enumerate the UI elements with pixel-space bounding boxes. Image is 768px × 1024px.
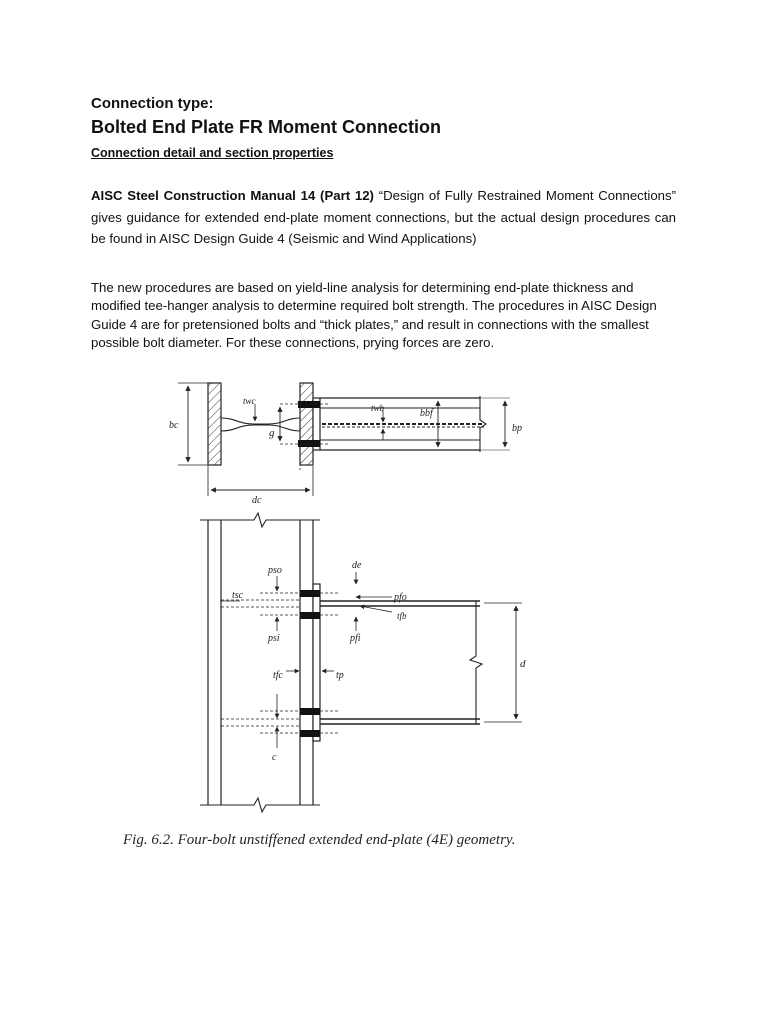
bolt-bottom-inner <box>300 708 320 715</box>
label-bbf: bbf <box>420 408 433 419</box>
label-pfi: pfi <box>350 633 361 644</box>
label-tp: tp <box>336 670 344 681</box>
label-d: d <box>520 658 526 670</box>
label-tfb: tfb <box>397 611 407 621</box>
section-subtitle: Connection detail and section properties <box>91 146 334 160</box>
bolt-top-outer <box>300 590 320 597</box>
label-pfo: pfo <box>394 592 407 603</box>
figure-caption: Fig. 6.2. Four-bolt unstiffened extended end-plate (4E) geometry. <box>123 832 516 848</box>
page-title: Bolted End Plate FR Moment Connection <box>91 117 441 137</box>
paragraph-body: “Design of Fully Restrained Moment Connections” gives guidance for extended end-plate moment connections, but the actual design procedures can be found in AISC Design Guide 4 (Seismic and Wind Applications) <box>91 188 676 246</box>
label-bp: bp <box>512 423 522 434</box>
bolt-top-inner <box>300 612 320 619</box>
bolt-upper <box>298 401 320 408</box>
label-twc: twc <box>243 396 256 406</box>
connection-type-label: Connection type: <box>91 95 214 112</box>
plan-view <box>169 383 522 506</box>
column-flange-right <box>300 383 313 465</box>
label-bc: bc <box>169 420 179 431</box>
label-dc: dc <box>252 495 262 506</box>
paragraph-procedures: The new procedures are based on yield-line analysis for determining end-plate thickness and modified tee-hanger analysis to determine required bolt strength. The procedures in AISC Design Guide 4 are for pretensioned bolts and “thick plates,” and result in connections with the smallest possible bolt diameter. For these connections, prying forces are zero. <box>91 280 657 350</box>
end-plate-elevation <box>313 584 320 741</box>
paragraph-lead: AISC Steel Construction Manual 14 (Part 12) <box>91 188 374 203</box>
bolt-bottom-outer <box>300 730 320 737</box>
label-psi: psi <box>268 633 280 644</box>
label-twb: twb <box>371 403 385 413</box>
label-c: c <box>272 752 277 763</box>
elevation-view <box>200 513 526 812</box>
label-tfc: tfc <box>273 670 283 681</box>
bolt-lower <box>298 440 320 447</box>
label-de: de <box>352 560 362 571</box>
label-tsc: tsc <box>232 590 244 601</box>
label-pso: pso <box>268 565 282 576</box>
label-g: g <box>269 427 275 439</box>
column-flange-left <box>208 383 221 465</box>
column-web <box>221 418 300 431</box>
